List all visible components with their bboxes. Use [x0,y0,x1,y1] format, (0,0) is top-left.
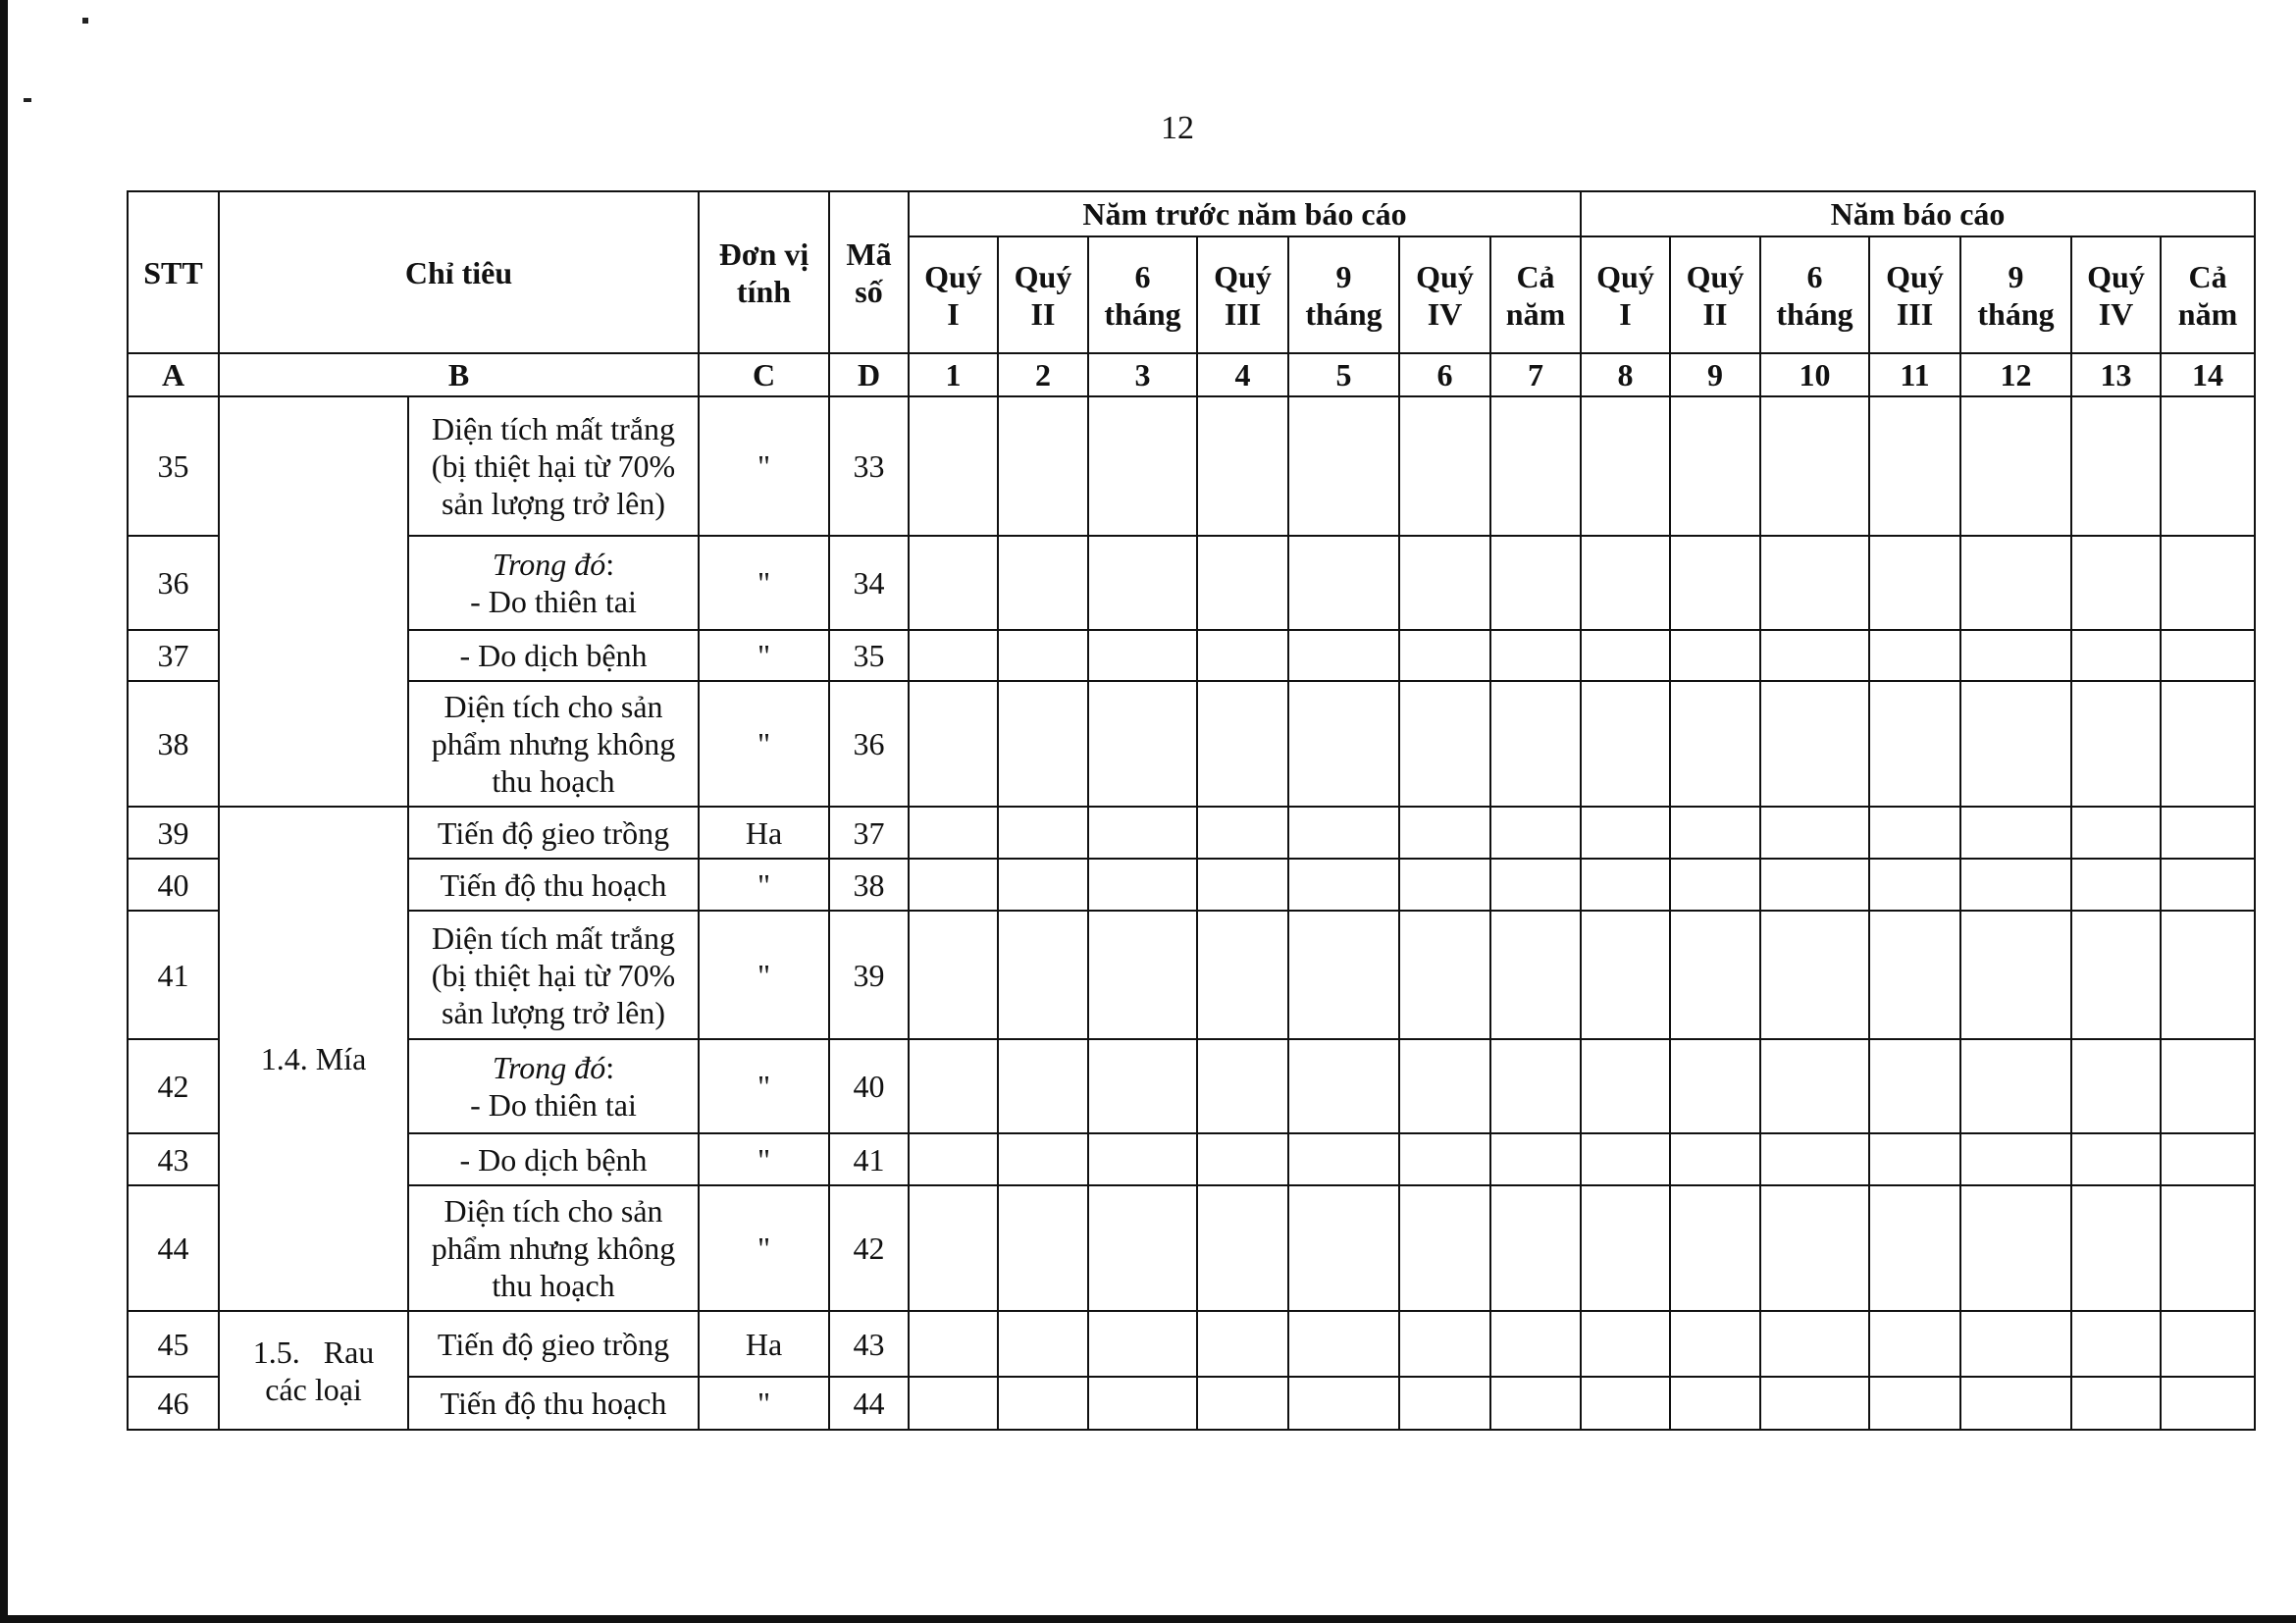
header-period: Quý III [1197,236,1288,353]
header-period: Quý II [998,236,1088,353]
table-row [128,911,2255,1039]
row-stt: 45 [128,1311,219,1377]
header-report-year: Năm báo cáo [1581,191,2255,236]
row-unit: " [699,630,829,681]
col-letter: A [128,353,219,396]
header-period: Cả năm [1490,236,1581,353]
row-unit: " [699,1133,829,1185]
row-code: 36 [829,681,909,807]
page-number: 12 [1161,110,1194,146]
row-indicator: Tiến độ thu hoạch [408,859,699,911]
row-stt: 38 [128,681,219,807]
table-row [128,1133,2255,1185]
row-code: 38 [829,859,909,911]
row-code: 33 [829,396,909,536]
header-period: Quý IV [2071,236,2161,353]
row-stt: 43 [128,1133,219,1185]
col-number: 8 [1581,353,1670,396]
group-label-rau: 1.5. Rau các loại [219,1311,408,1430]
col-number: 13 [2071,353,2161,396]
row-stt: 39 [128,807,219,859]
row-unit: " [699,911,829,1039]
row-stt: 36 [128,536,219,630]
row-indicator: Tiến độ thu hoạch [408,1377,699,1430]
row-unit: " [699,1039,829,1133]
row-code: 43 [829,1311,909,1377]
row-stt: 44 [128,1185,219,1311]
header-period: 6 tháng [1760,236,1869,353]
table-row [128,396,2255,536]
row-indicator: Diện tích cho sản phẩm nhưng không thu hoạch [408,1185,699,1311]
col-number: 2 [998,353,1088,396]
col-number: 11 [1869,353,1960,396]
row-stt: 40 [128,859,219,911]
header-period: Quý I [1581,236,1670,353]
row-indicator: Tiến độ gieo trồng [408,1311,699,1377]
table-row [128,807,2255,859]
row-indicator: Diện tích cho sản phẩm nhưng không thu hoạch [408,681,699,807]
col-number: 1 [909,353,998,396]
report-table [127,190,2256,1431]
table-row [128,536,2255,630]
table-row [128,1311,2255,1377]
header-chi-tieu: Chỉ tiêu [219,191,699,353]
row-indicator: Diện tích mất trắng (bị thiệt hại từ 70% sản lượng trở lên) [408,396,699,536]
row-stt: 42 [128,1039,219,1133]
row-stt: 37 [128,630,219,681]
header-period: Quý II [1670,236,1760,353]
table-row [128,859,2255,911]
row-code: 34 [829,536,909,630]
row-unit: " [699,1185,829,1311]
row-indicator: Trong đó: - Do thiên tai [408,536,699,630]
header-period: 6 tháng [1088,236,1197,353]
col-number: 4 [1197,353,1288,396]
row-code: 39 [829,911,909,1039]
header-period: Quý I [909,236,998,353]
header-stt: STT [128,191,219,353]
col-number: 10 [1760,353,1869,396]
header-period: Cả năm [2161,236,2255,353]
header-don-vi: Đơn vị tính [699,191,829,353]
col-number: 9 [1670,353,1760,396]
col-number: 14 [2161,353,2255,396]
col-letter: D [829,353,909,396]
scan-edge-bottom [0,1615,2296,1623]
row-indicator: Diện tích mất trắng (bị thiệt hại từ 70% sản lượng trở lên) [408,911,699,1039]
row-code: 40 [829,1039,909,1133]
header-period: 9 tháng [1288,236,1399,353]
col-letter: C [699,353,829,396]
group-label-mia: 1.4. Mía [219,807,408,1311]
col-number: 7 [1490,353,1581,396]
row-indicator: Tiến độ gieo trồng [408,807,699,859]
row-unit: " [699,681,829,807]
row-stt: 41 [128,911,219,1039]
row-code: 42 [829,1185,909,1311]
table-row [128,681,2255,807]
col-number: 6 [1399,353,1490,396]
header-period: 9 tháng [1960,236,2071,353]
row-unit: " [699,1377,829,1430]
row-indicator: - Do dịch bệnh [408,630,699,681]
col-number: 5 [1288,353,1399,396]
row-unit: " [699,536,829,630]
row-stt: 35 [128,396,219,536]
table-row [128,630,2255,681]
table-row [128,1039,2255,1133]
header-prev-year: Năm trước năm báo cáo [909,191,1581,236]
row-code: 44 [829,1377,909,1430]
scan-edge-left [0,0,8,1623]
row-unit: Ha [699,1311,829,1377]
row-code: 35 [829,630,909,681]
scan-speck [82,18,88,24]
table-row [128,1185,2255,1311]
col-number: 3 [1088,353,1197,396]
row-indicator: - Do dịch bệnh [408,1133,699,1185]
scan-speck [24,98,31,102]
row-code: 41 [829,1133,909,1185]
row-unit: Ha [699,807,829,859]
group-cell-empty [219,396,408,807]
header-period: Quý III [1869,236,1960,353]
header-period: Quý IV [1399,236,1490,353]
table-row [128,1377,2255,1430]
row-code: 37 [829,807,909,859]
col-number: 12 [1960,353,2071,396]
row-unit: " [699,396,829,536]
row-stt: 46 [128,1377,219,1430]
col-letter: B [219,353,699,396]
row-unit: " [699,859,829,911]
header-ma-so: Mã số [829,191,909,353]
row-indicator: Trong đó: - Do thiên tai [408,1039,699,1133]
